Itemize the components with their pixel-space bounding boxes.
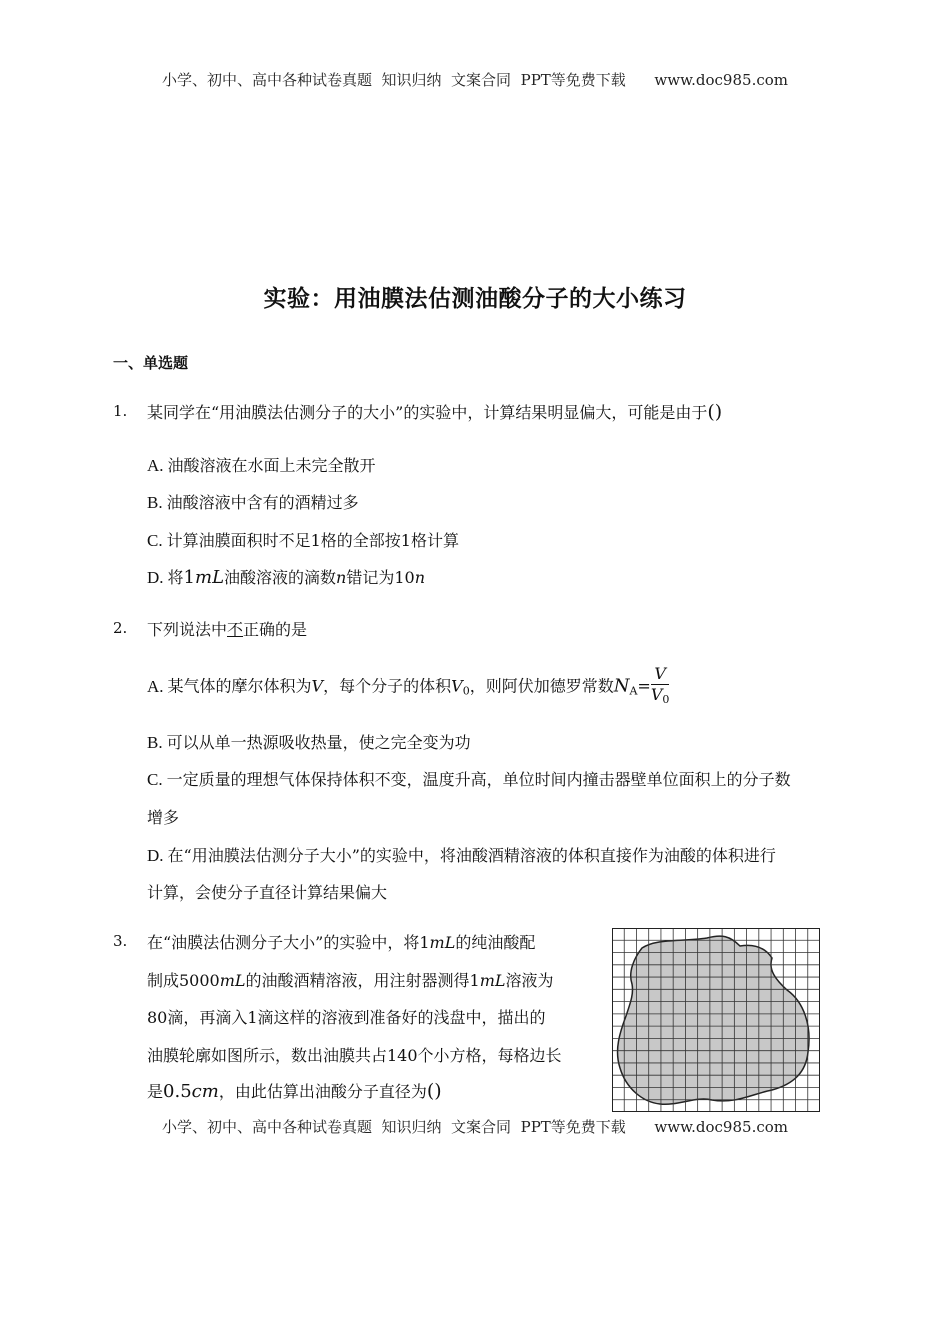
- q1-option-c-text: 计算油膜面积时不足1格的全部按1格计算: [166, 531, 459, 550]
- q1-option-c-letter: C.: [147, 531, 163, 550]
- q2-option-a-na-sub: A: [629, 684, 638, 698]
- page-header: 小学、初中、高中各种试卷真题 知识归纳 文案合同 PPT等免费下载 www.doc985.com: [161, 71, 788, 89]
- question-3-line-4: 油膜轮廓如图所示，数出油膜共占140个小方格，每格边长: [147, 1046, 562, 1065]
- question-number-2: 2.: [113, 619, 128, 637]
- fraction-denominator-v: V: [650, 685, 663, 704]
- q2-option-a-text-2: ，每个分子的体积: [323, 676, 452, 696]
- question-3-line-2: [147, 968, 554, 991]
- q3-unit-3: mL: [479, 971, 506, 990]
- q3-value: 0.5: [163, 1081, 192, 1102]
- question-2-text-1: 下列说法中: [147, 620, 228, 639]
- q1-option-d-text-1: 将: [167, 568, 184, 587]
- question-1-bracket: (): [707, 401, 723, 423]
- q3-text-1b: 的纯油酸配: [455, 933, 536, 952]
- q2-option-c-letter: C.: [147, 770, 163, 789]
- q3-text-5a: 是: [147, 1082, 164, 1101]
- q2-option-d-letter: D.: [147, 846, 164, 865]
- q2-option-a-na: N: [613, 675, 630, 697]
- question-2-stem: [147, 617, 307, 640]
- q2-option-c-text-1: 一定质量的理想气体保持体积不变，温度升高，单位时间内撞击器壁单位面积上的分子数: [166, 770, 791, 789]
- question-number-1: 1.: [113, 402, 128, 420]
- page-title: 实验：用油膜法估测油酸分子的大小练习: [263, 286, 687, 312]
- q1-option-a-text: 油酸溶液在水面上未完全散开: [167, 456, 376, 475]
- q2-option-a-fraction: [651, 664, 670, 710]
- q2-option-c[interactable]: [147, 767, 791, 790]
- q1-option-b[interactable]: [147, 490, 359, 513]
- q3-text-2a: 制成5000: [147, 971, 220, 990]
- q2-option-d[interactable]: [147, 843, 776, 866]
- question-number-3: 3.: [113, 932, 128, 950]
- q3-bracket: (): [426, 1080, 442, 1102]
- q3-unit-cm: cm: [191, 1081, 219, 1102]
- q1-option-a-letter: A.: [147, 456, 164, 475]
- q1-option-d-n: n: [336, 568, 347, 587]
- q3-text-5b: ，由此估算出油酸分子直径为: [218, 1082, 427, 1101]
- oil-film-grid-figure: [612, 928, 820, 1112]
- q2-option-c-text-2: 增多: [147, 808, 180, 827]
- q2-option-a-text-1: 某气体的摩尔体积为: [167, 676, 312, 696]
- question-2-underlined: 不: [227, 620, 244, 639]
- q2-option-b-text: 可以从单一热源吸收热量，使之完全变为功: [166, 733, 471, 752]
- q1-option-d-letter: D.: [147, 568, 164, 587]
- q1-option-d-text-2: 油酸溶液的滴数: [224, 568, 337, 587]
- page-footer: 小学、初中、高中各种试卷真题 知识归纳 文案合同 PPT等免费下载 www.doc985.com: [161, 1118, 788, 1136]
- q1-option-d-n2: n: [414, 568, 426, 587]
- q2-option-a-v: V: [311, 676, 324, 696]
- q3-text-1a: 在“油膜法估测分子大小”的实验中，将1: [147, 933, 430, 952]
- question-2-text-2: 正确的是: [243, 620, 308, 639]
- q2-option-a-v0: V: [451, 676, 463, 696]
- q3-text-2b: 的油酸酒精溶液，用注射器测得1: [245, 971, 480, 990]
- q2-option-a-letter: A.: [147, 676, 164, 696]
- section-heading: 一、单选题: [113, 354, 189, 372]
- fraction-numerator: V: [651, 664, 670, 685]
- q2-option-b-letter: B.: [147, 733, 163, 752]
- q2-option-a-text-3: ，则阿伏加德罗常数: [469, 676, 614, 696]
- q1-option-d-value: 1: [183, 567, 195, 588]
- q2-option-a[interactable]: [147, 664, 669, 710]
- question-3-line-3: 80滴，再滴入1滴这样的溶液到准备好的浅盘中，描出的: [147, 1008, 546, 1027]
- q3-unit-2: mL: [219, 971, 246, 990]
- question-3-line-5: [147, 1079, 442, 1102]
- question-1-text: 某同学在“用油膜法估测分子的大小”的实验中，计算结果明显偏大，可能是由于: [147, 403, 708, 422]
- fraction-denominator: [651, 685, 670, 710]
- q2-option-d-text-2: 计算，会使分子直径计算结果偏大: [147, 883, 388, 902]
- q1-option-c[interactable]: [147, 528, 459, 551]
- q2-option-d-text-1: 在“用油膜法估测分子大小”的实验中，将油酸酒精溶液的体积直接作为油酸的体积进行: [167, 846, 776, 865]
- q3-text-2c: 溶液为: [505, 971, 554, 990]
- q1-option-d-unit: mL: [195, 567, 225, 588]
- fraction-denominator-sub: 0: [662, 693, 670, 706]
- q1-option-d[interactable]: [147, 565, 425, 588]
- q1-option-b-letter: B.: [147, 493, 163, 512]
- question-1-stem: [147, 400, 722, 423]
- q2-option-a-equals: =: [637, 676, 651, 696]
- q1-option-d-text-3: 错记为10: [346, 568, 415, 587]
- oil-film-outline: [618, 936, 809, 1104]
- q1-option-a[interactable]: [147, 453, 376, 476]
- q1-option-b-text: 油酸溶液中含有的酒精过多: [166, 493, 359, 512]
- q2-option-a-v0-sub: 0: [462, 684, 470, 698]
- q3-unit-1: mL: [429, 933, 456, 952]
- q2-option-b[interactable]: [147, 730, 471, 753]
- question-3-line-1: [147, 930, 535, 953]
